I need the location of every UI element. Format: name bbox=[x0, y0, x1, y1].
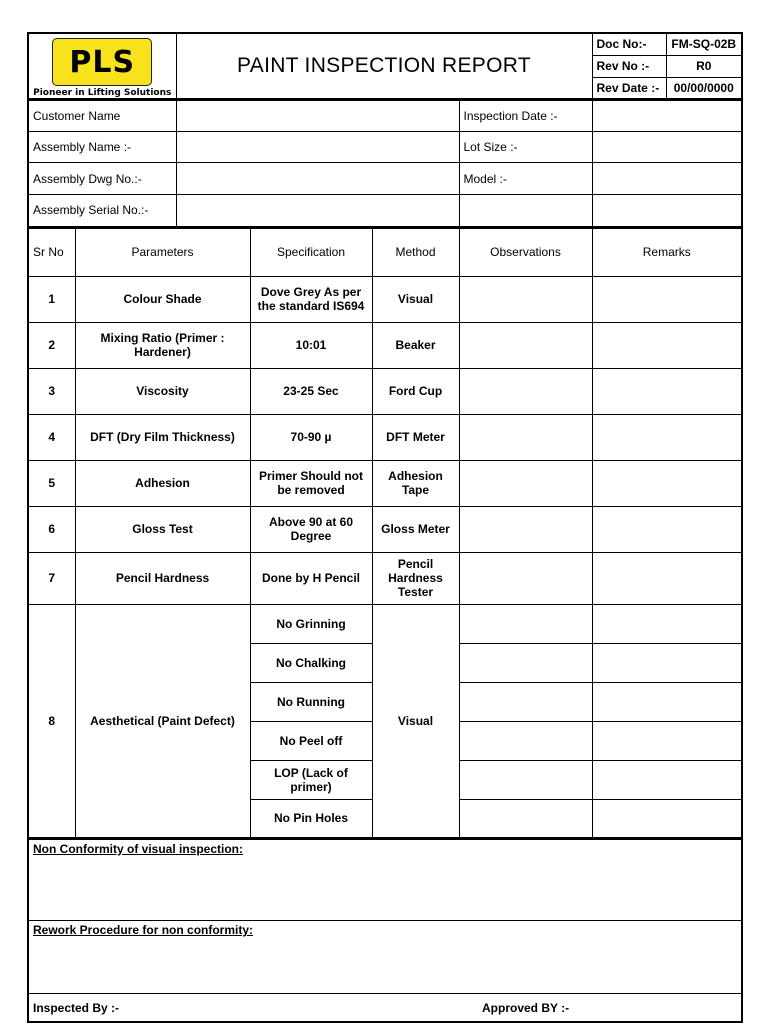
company-logo bbox=[28, 33, 176, 99]
footer-sections bbox=[27, 839, 743, 1023]
row-sr: 6 bbox=[28, 506, 75, 552]
blank-value-cell bbox=[592, 195, 742, 227]
table-row bbox=[28, 506, 742, 552]
row-observation-field[interactable] bbox=[459, 414, 592, 460]
row-specification: 10:01 bbox=[250, 322, 372, 368]
doc-no-value: FM-SQ-02B bbox=[666, 33, 742, 55]
inspection-table bbox=[27, 228, 743, 840]
row-parameter: Adhesion bbox=[75, 460, 250, 506]
defect-specification: No Running bbox=[250, 682, 372, 721]
table-row bbox=[28, 322, 742, 368]
col-header-specification: Specification bbox=[250, 228, 372, 276]
row-parameter: Colour Shade bbox=[75, 276, 250, 322]
rev-no-label: Rev No :- bbox=[592, 55, 666, 77]
row-method: Gloss Meter bbox=[372, 506, 459, 552]
row-remarks-field[interactable] bbox=[592, 414, 742, 460]
row-observation-field[interactable] bbox=[459, 460, 592, 506]
row-specification: 23-25 Sec bbox=[250, 368, 372, 414]
row-remarks-field[interactable] bbox=[592, 799, 742, 838]
row-sr: 7 bbox=[28, 552, 75, 604]
row-sr: 2 bbox=[28, 322, 75, 368]
row-observation-field[interactable] bbox=[459, 799, 592, 838]
row-method: Adhesion Tape bbox=[372, 460, 459, 506]
assembly-name-field[interactable] bbox=[176, 132, 459, 163]
paint-inspection-report bbox=[27, 32, 741, 1023]
logo-text: PLS bbox=[69, 44, 136, 80]
model-label: Model :- bbox=[459, 163, 592, 195]
col-header-remarks: Remarks bbox=[592, 228, 742, 276]
row-remarks-field[interactable] bbox=[592, 276, 742, 322]
defect-specification: LOP (Lack of primer) bbox=[250, 760, 372, 799]
row-remarks-field[interactable] bbox=[592, 460, 742, 506]
inspection-date-field[interactable] bbox=[592, 101, 742, 132]
row-method: DFT Meter bbox=[372, 414, 459, 460]
assembly-name-label: Assembly Name :- bbox=[28, 132, 176, 163]
info-block bbox=[27, 100, 743, 228]
row-observation-field[interactable] bbox=[459, 368, 592, 414]
row-parameter: DFT (Dry Film Thickness) bbox=[75, 414, 250, 460]
non-conformity-heading: Non Conformity of visual inspection: bbox=[33, 842, 244, 856]
row-remarks-field[interactable] bbox=[592, 760, 742, 799]
row-specification: Primer Should not be removed bbox=[250, 460, 372, 506]
col-header-sr-no: Sr No bbox=[28, 228, 75, 276]
defect-specification: No Peel off bbox=[250, 721, 372, 760]
table-header-row bbox=[28, 228, 742, 276]
table-row bbox=[28, 552, 742, 604]
approved-by-label: Approved BY :- bbox=[478, 994, 742, 1022]
assembly-dwg-label: Assembly Dwg No.:- bbox=[28, 163, 176, 195]
row-observation-field[interactable] bbox=[459, 682, 592, 721]
row-observation-field[interactable] bbox=[459, 760, 592, 799]
row-specification: Done by H Pencil bbox=[250, 552, 372, 604]
doc-no-label: Doc No:- bbox=[592, 33, 666, 55]
col-header-method: Method bbox=[372, 228, 459, 276]
model-field[interactable] bbox=[592, 163, 742, 195]
row-observation-field[interactable] bbox=[459, 322, 592, 368]
row-observation-field[interactable] bbox=[459, 552, 592, 604]
rework-section[interactable] bbox=[28, 921, 742, 994]
row-method: Visual bbox=[372, 276, 459, 322]
row-sr: 3 bbox=[28, 368, 75, 414]
row-observation-field[interactable] bbox=[459, 721, 592, 760]
row-sr: 4 bbox=[28, 414, 75, 460]
defect-specification: No Chalking bbox=[250, 643, 372, 682]
table-row bbox=[28, 604, 742, 643]
col-header-parameters: Parameters bbox=[75, 228, 250, 276]
row-parameter: Pencil Hardness bbox=[75, 552, 250, 604]
row-parameter: Aesthetical (Paint Defect) bbox=[75, 604, 250, 838]
row-remarks-field[interactable] bbox=[592, 552, 742, 604]
row-remarks-field[interactable] bbox=[592, 721, 742, 760]
row-observation-field[interactable] bbox=[459, 276, 592, 322]
rev-date-value: 00/00/0000 bbox=[666, 77, 742, 99]
rev-date-label: Rev Date :- bbox=[592, 77, 666, 99]
row-remarks-field[interactable] bbox=[592, 322, 742, 368]
inspection-date-label: Inspection Date :- bbox=[459, 101, 592, 132]
table-row bbox=[28, 368, 742, 414]
defect-specification: No Grinning bbox=[250, 604, 372, 643]
logo-tagline: Pioneer in Lifting Solutions bbox=[33, 88, 172, 98]
lot-size-field[interactable] bbox=[592, 132, 742, 163]
inspected-by-label: Inspected By :- bbox=[28, 994, 478, 1022]
rework-heading: Rework Procedure for non conformity: bbox=[33, 923, 254, 937]
assembly-serial-field[interactable] bbox=[176, 195, 459, 227]
row-remarks-field[interactable] bbox=[592, 604, 742, 643]
col-header-observations: Observations bbox=[459, 228, 592, 276]
row-observation-field[interactable] bbox=[459, 643, 592, 682]
report-header bbox=[27, 32, 743, 100]
blank-label-cell bbox=[459, 195, 592, 227]
report-title: PAINT INSPECTION REPORT bbox=[176, 33, 592, 99]
defect-specification: No Pin Holes bbox=[250, 799, 372, 838]
row-specification: 70-90 µ bbox=[250, 414, 372, 460]
table-row bbox=[28, 276, 742, 322]
row-parameter: Mixing Ratio (Primer : Hardener) bbox=[75, 322, 250, 368]
row-remarks-field[interactable] bbox=[592, 682, 742, 721]
row-method: Ford Cup bbox=[372, 368, 459, 414]
row-remarks-field[interactable] bbox=[592, 643, 742, 682]
row-observation-field[interactable] bbox=[459, 506, 592, 552]
row-method: Visual bbox=[372, 604, 459, 838]
row-parameter: Viscosity bbox=[75, 368, 250, 414]
row-sr: 8 bbox=[28, 604, 75, 838]
row-remarks-field[interactable] bbox=[592, 506, 742, 552]
row-specification: Dove Grey As per the standard IS694 bbox=[250, 276, 372, 322]
row-parameter: Gloss Test bbox=[75, 506, 250, 552]
non-conformity-section[interactable] bbox=[28, 840, 742, 921]
assembly-dwg-field[interactable] bbox=[176, 163, 459, 195]
table-row bbox=[28, 460, 742, 506]
row-sr: 5 bbox=[28, 460, 75, 506]
row-observation-field[interactable] bbox=[459, 604, 592, 643]
row-remarks-field[interactable] bbox=[592, 368, 742, 414]
table-row bbox=[28, 414, 742, 460]
assembly-serial-label: Assembly Serial No.:- bbox=[28, 195, 176, 227]
customer-name-field[interactable] bbox=[176, 101, 459, 132]
row-method: Pencil Hardness Tester bbox=[372, 552, 459, 604]
customer-name-label: Customer Name bbox=[28, 101, 176, 132]
lot-size-label: Lot Size :- bbox=[459, 132, 592, 163]
rev-no-value: R0 bbox=[666, 55, 742, 77]
row-sr: 1 bbox=[28, 276, 75, 322]
row-method: Beaker bbox=[372, 322, 459, 368]
pls-logo-badge bbox=[52, 38, 152, 86]
row-specification: Above 90 at 60 Degree bbox=[250, 506, 372, 552]
